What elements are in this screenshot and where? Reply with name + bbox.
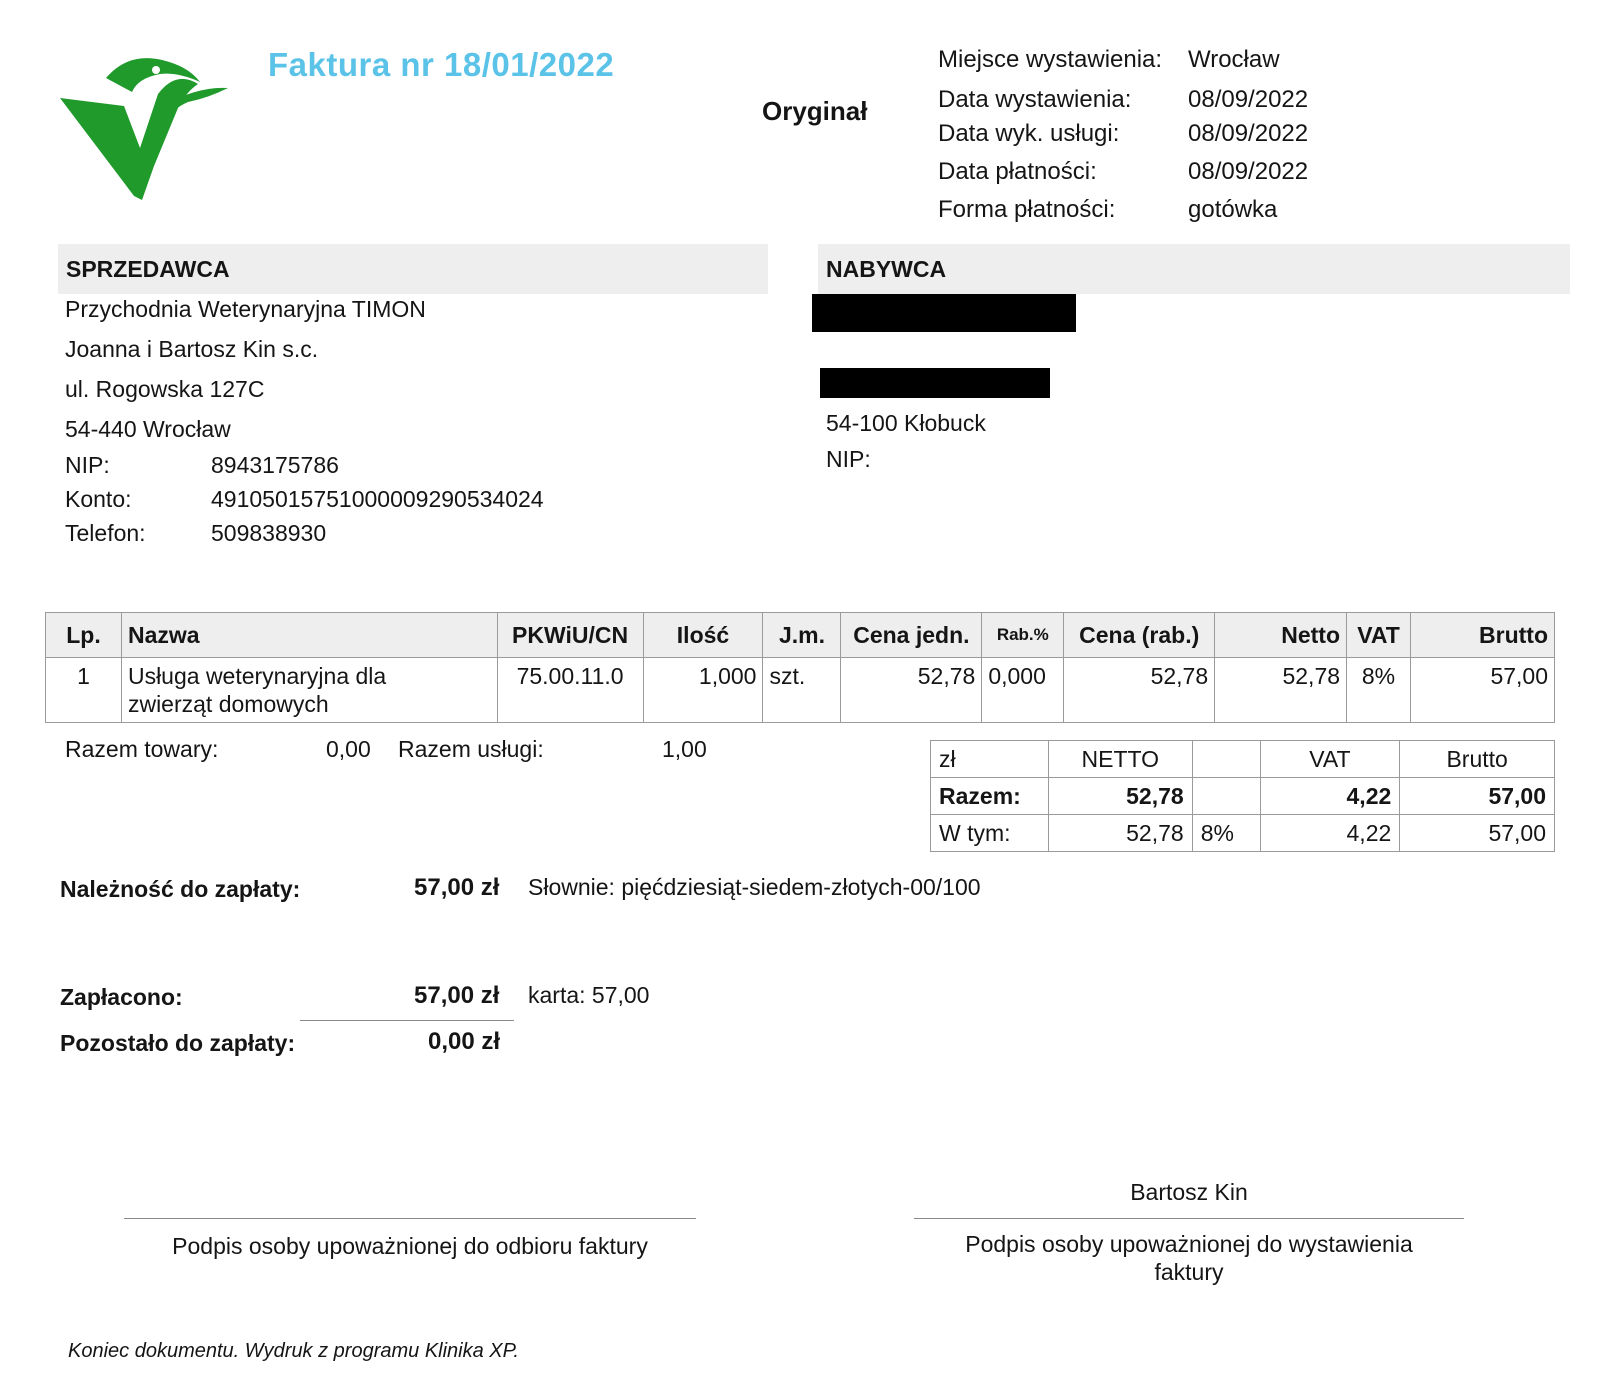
table-row (46, 658, 1555, 723)
meta-value: gotówka (1188, 196, 1278, 223)
goods-total-value: 0,00 (326, 736, 371, 762)
copy-type: Oryginał (762, 96, 868, 126)
buyer-nip-label: NIP: (826, 446, 871, 472)
vat-sum-rate (1192, 778, 1260, 815)
vat-incl-label: W tym: (931, 815, 1049, 852)
seller-phone-value: 509838930 (211, 520, 327, 546)
goods-total-label: Razem towary: (65, 736, 219, 762)
services-total-label: Razem usługi: (398, 736, 544, 762)
clinic-logo (58, 48, 228, 208)
col-net: Netto (1215, 613, 1347, 658)
col-name: Nazwa (121, 613, 497, 658)
paid-method: karta: 57,00 (528, 982, 650, 1008)
vat-incl-net: 52,78 (1048, 815, 1192, 852)
cell-price-disc: 52,78 (1064, 658, 1215, 723)
seller-phone-label: Telefon: (65, 520, 146, 546)
vat-gross-header: Brutto (1400, 741, 1555, 778)
receiver-signature-line (124, 1218, 696, 1219)
receiver-signature-label: Podpis osoby upoważnionej do odbioru faktury (172, 1233, 648, 1259)
amount-due-label: Należność do zapłaty: (60, 876, 301, 902)
meta-value: 08/09/2022 (1188, 86, 1309, 113)
vat-sum-row (931, 778, 1555, 815)
meta-value: Wrocław (1188, 46, 1280, 73)
cell-qty: 1,000 (643, 658, 763, 723)
seller-heading-bar (58, 244, 768, 294)
cell-discount: 0,000 (982, 658, 1064, 723)
issuer-signature-line (914, 1218, 1464, 1219)
redacted-buyer-address (820, 368, 1050, 398)
col-unit: J.m. (763, 613, 841, 658)
paid-label: Zapłacono: (60, 984, 183, 1010)
items-header-row (46, 613, 1555, 658)
col-price-disc: Cena (rab.) (1064, 613, 1215, 658)
vat-incl-row (931, 815, 1555, 852)
col-discount: Rab.% (982, 613, 1064, 658)
amount-due-value: 57,00 zł (414, 874, 500, 901)
vat-net-header: NETTO (1048, 741, 1192, 778)
seller-line: 54-440 Wrocław (65, 416, 231, 442)
document-footer: Koniec dokumentu. Wydruk z programu Klinika XP. (68, 1340, 519, 1362)
redacted-buyer-name (812, 294, 1076, 332)
col-unit-price: Cena jedn. (841, 613, 982, 658)
vat-summary-table (930, 740, 1555, 852)
meta-label: Data wyk. usługi: (938, 120, 1120, 147)
seller-nip-value: 8943175786 (211, 452, 339, 478)
issuer-signature-label-line: faktury (1154, 1259, 1224, 1285)
col-qty: Ilość (643, 613, 763, 658)
paid-underline (300, 1020, 514, 1021)
vat-sum-net: 52,78 (1048, 778, 1192, 815)
vat-incl-vat: 4,22 (1260, 815, 1400, 852)
cell-name (121, 658, 497, 723)
meta-label: Data wystawienia: (938, 86, 1132, 113)
vat-header-row (931, 741, 1555, 778)
cell-lp: 1 (46, 658, 122, 723)
seller-account-label: Konto: (65, 486, 132, 512)
remaining-value: 0,00 zł (428, 1028, 501, 1055)
seller-line: ul. Rogowska 127C (65, 376, 265, 402)
cell-gross: 57,00 (1411, 658, 1555, 723)
invoice-title: Faktura nr 18/01/2022 (268, 46, 615, 83)
vat-sum-gross: 57,00 (1400, 778, 1555, 815)
issuer-signature-label-line: Podpis osoby upoważnionej do wystawienia (965, 1231, 1413, 1257)
cell-vat: 8% (1347, 658, 1411, 723)
seller-account-value: 49105015751000009290534024 (211, 486, 544, 512)
issuer-signature-label (914, 1230, 1464, 1286)
cell-pkwiu: 75.00.11.0 (497, 658, 643, 723)
vat-sum-label: Razem: (931, 778, 1049, 815)
col-vat: VAT (1347, 613, 1411, 658)
meta-label: Miejsce wystawienia: (938, 46, 1163, 73)
remaining-label: Pozostało do zapłaty: (60, 1030, 296, 1056)
paid-value: 57,00 zł (414, 982, 500, 1009)
col-pkwiu: PKWiU/CN (497, 613, 643, 658)
issuer-name: Bartosz Kin (1130, 1179, 1248, 1205)
seller-heading: SPRZEDAWCA (66, 256, 230, 282)
buyer-heading-bar (818, 244, 1570, 294)
meta-value: 08/09/2022 (1188, 158, 1309, 185)
amount-in-words: Słownie: pięćdziesiąt-siedem-złotych-00/100 (528, 874, 981, 900)
meta-label: Data płatności: (938, 158, 1097, 185)
meta-value: 08/09/2022 (1188, 120, 1309, 147)
vat-currency: zł (931, 741, 1049, 778)
vat-incl-rate: 8% (1192, 815, 1260, 852)
seller-nip-label: NIP: (65, 452, 110, 478)
items-table (45, 612, 1555, 723)
cell-net: 52,78 (1215, 658, 1347, 723)
vat-vat-header: VAT (1260, 741, 1400, 778)
col-lp: Lp. (46, 613, 122, 658)
seller-line: Przychodnia Weterynaryjna TIMON (65, 296, 426, 322)
services-total-value: 1,00 (662, 736, 707, 762)
vat-sum-vat: 4,22 (1260, 778, 1400, 815)
cell-name-line: zwierząt domowych (127, 691, 329, 717)
cell-unit-price: 52,78 (841, 658, 982, 723)
meta-label: Forma płatności: (938, 196, 1116, 223)
buyer-city: 54-100 Kłobuck (826, 410, 986, 436)
col-gross: Brutto (1411, 613, 1555, 658)
vat-incl-gross: 57,00 (1400, 815, 1555, 852)
seller-line: Joanna i Bartosz Kin s.c. (65, 336, 319, 362)
cell-unit: szt. (763, 658, 841, 723)
buyer-heading: NABYWCA (826, 256, 947, 282)
vat-rate-header (1192, 741, 1260, 778)
cell-name-line: Usługa weterynaryjna dla (127, 663, 387, 689)
